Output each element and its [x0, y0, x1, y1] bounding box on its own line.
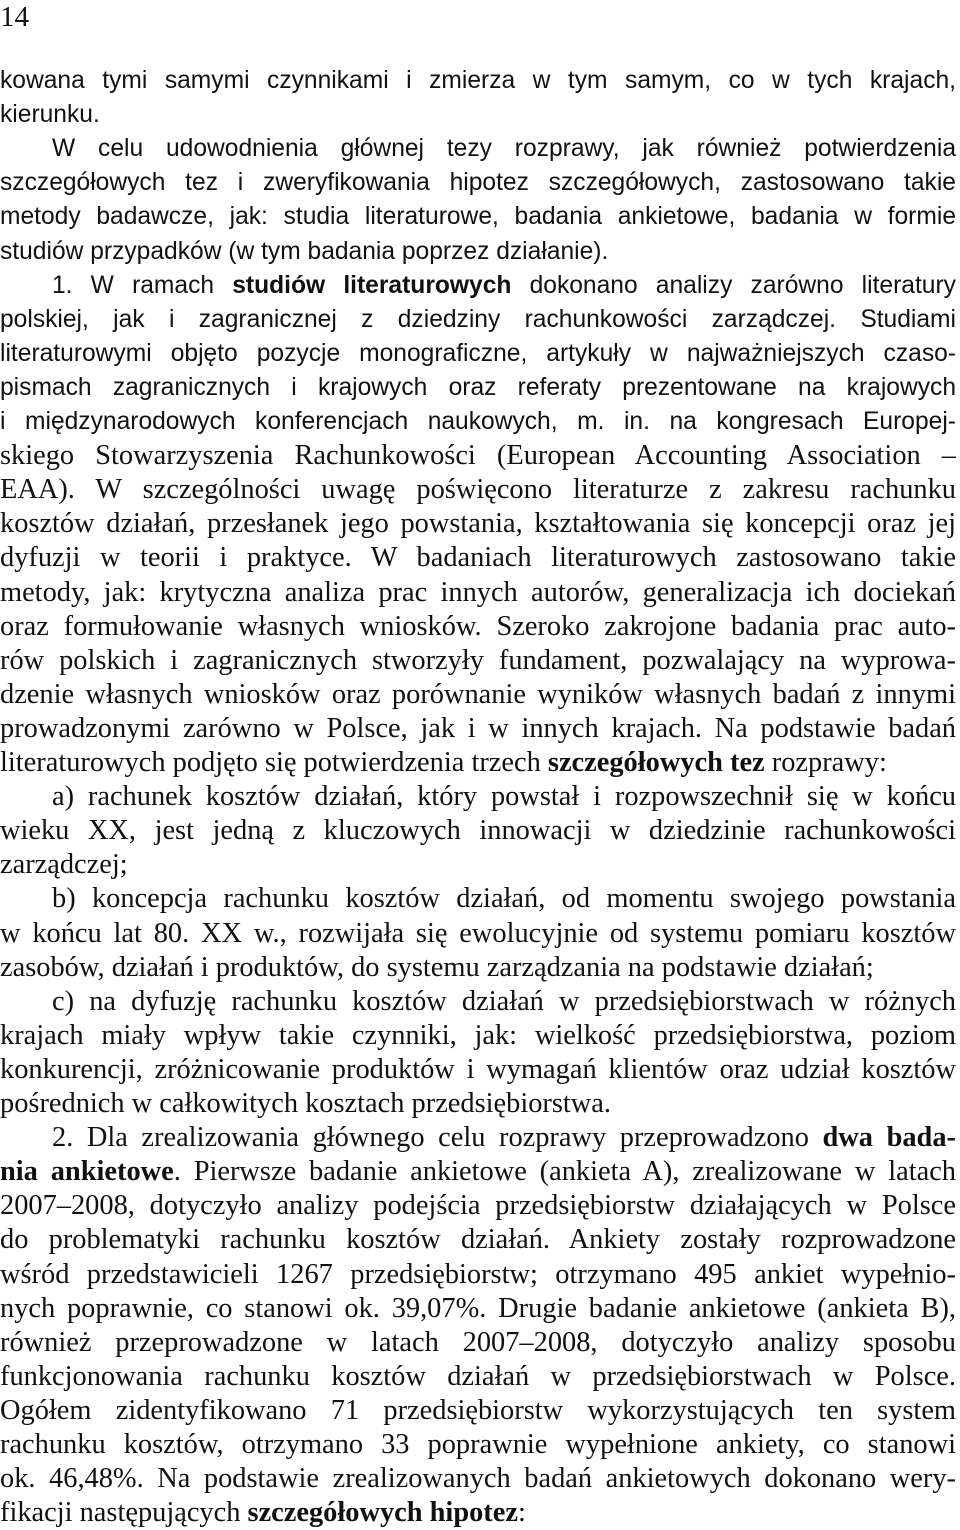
- text-run: do problematyki rachunku kosztów działań. Ankiety zostały rozprowadzone: [0, 1224, 956, 1256]
- text-run: w końcu lat 80. XX w., rozwijała się ewolucyjnie od systemu pomiaru kosztów: [0, 917, 956, 949]
- text-line: [0, 1394, 956, 1428]
- text-line: [0, 166, 956, 200]
- bold-phrase: dwa bada-: [822, 1122, 956, 1154]
- text-line: [0, 473, 956, 507]
- text-line: [0, 848, 956, 882]
- text-run: dyfuzji w teorii i praktyce. W badaniach literaturowych zastosowano takie: [0, 542, 956, 574]
- text-run: kierunku.: [0, 101, 100, 129]
- text-line: [0, 337, 956, 371]
- text-line: [52, 132, 956, 166]
- text-run: zarządczej;: [0, 849, 128, 881]
- text-run: oraz formułowanie własnych wniosków. Szeroko zakrojone badania prac auto-: [0, 610, 956, 642]
- text-run: konkurencji, zróżnicowanie produktów i wymagań klientów oraz udział kosztów: [0, 1053, 956, 1085]
- text-run: b) koncepcja rachunku kosztów działań, od momentu swojego powstania: [52, 883, 956, 915]
- text-run: 1. W ramach: [52, 271, 233, 299]
- text-run: polskiej, jak i zagranicznej z dziedziny rachunkowości zarządczej. Studiami: [0, 305, 956, 333]
- text-run: wśród przedstawicieli 1267 przedsiębiorstw; otrzymano 495 ankiet wypełnio-: [0, 1258, 956, 1290]
- text-line: [0, 541, 956, 575]
- text-run: rów polskich i zagranicznych stworzyły fundament, pozwalający na wyprowa-: [0, 644, 956, 676]
- bold-phrase: szczegółowych hipotez: [247, 1497, 518, 1529]
- text-line: [0, 200, 956, 234]
- text-run: również przeprowadzone w latach 2007–2008, dotyczyło analizy sposobu: [0, 1326, 956, 1358]
- text-line: [0, 746, 956, 780]
- text-run: literaturowymi objęto pozycje monograficzne, artykuły w najważniejszych czaso-: [0, 339, 956, 367]
- text-run: metody, jak: krytyczna analiza prac innych autorów, generalizacja ich dociekań: [0, 576, 956, 608]
- text-line: [0, 1326, 956, 1360]
- text-line: [0, 1258, 956, 1292]
- bold-phrase: nia ankietowe: [0, 1156, 174, 1188]
- text-line: [0, 235, 956, 269]
- page-number: 14: [0, 1, 29, 33]
- text-line: [0, 1087, 956, 1121]
- text-run: W celu udowodnienia głównej tezy rozprawy, jak również potwierdzenia: [52, 135, 956, 163]
- text-line: [52, 780, 956, 814]
- text-run: studiów przypadków (w tym badania poprzez działanie).: [0, 237, 609, 265]
- text-line: [0, 303, 956, 337]
- text-line: [52, 1121, 956, 1155]
- text-run: kosztów działań, przesłanek jego powstania, kształtowania się koncepcji oraz jej: [0, 508, 956, 540]
- text-line: [0, 1223, 956, 1257]
- text-run: . Pierwsze badanie ankietowe (ankieta A), zrealizowane w latach: [173, 1156, 956, 1188]
- text-line: [52, 269, 956, 303]
- text-run: rachunku kosztów, otrzymano 33 poprawnie wypełnione ankiety, co stanowi: [0, 1429, 956, 1460]
- text-line: [0, 678, 956, 712]
- text-line: [0, 405, 956, 439]
- text-line: [0, 507, 956, 541]
- text-run: 2. Dla zrealizowania głównego celu rozprawy przeprowadzono: [52, 1122, 823, 1154]
- text-run: pośrednich w całkowitych kosztach przedsiębiorstwa.: [0, 1088, 611, 1119]
- text-run: Ogółem zidentyfikowano 71 przedsiębiorstw wykorzystujących ten system: [0, 1394, 956, 1426]
- text-line: [0, 712, 956, 746]
- bold-phrase: studiów literaturowych: [232, 271, 512, 299]
- text-run: :: [517, 1497, 526, 1529]
- text-run: literaturowych podjęto się potwierdzenia trzech: [0, 747, 548, 778]
- text-line: [0, 610, 956, 644]
- text-line: [0, 64, 956, 98]
- text-line: [0, 439, 956, 473]
- text-line: [0, 1053, 956, 1087]
- text-run: rozprawy:: [764, 747, 887, 778]
- text-run: pismach zagranicznych i krajowych oraz referaty prezentowane na krajowych: [0, 373, 956, 401]
- text-run: c) na dyfuzję rachunku kosztów działań w przedsiębiorstwach w różnych: [52, 985, 956, 1017]
- text-line: [0, 98, 956, 132]
- text-run: dokonano analizy zarówno literatury: [511, 271, 956, 299]
- text-line: [0, 1189, 956, 1223]
- text-run: i międzynarodowych konferencjach naukowych, m. in. na kongresach Europej-: [0, 408, 956, 435]
- text-run: a) rachunek kosztów działań, który powstał i rozpowszechnił się w końcu: [52, 781, 956, 813]
- text-run: krajach miały wpływ takie czynniki, jak: wielkość przedsiębiorstwa, poziom: [0, 1019, 956, 1051]
- text-run: kowana tymi samymi czynnikami i zmierza w tym samym, co w tych krajach,: [0, 67, 956, 94]
- text-line: [0, 1428, 956, 1462]
- text-run: zasobów, działań i produktów, do systemu zarządzania na podstawie działań;: [0, 951, 874, 983]
- text-run: nych poprawnie, co stanowi ok. 39,07%. Drugie badanie ankietowe (ankieta B),: [0, 1292, 956, 1324]
- text-line: [0, 1292, 956, 1326]
- text-run: ok. 46,48%. Na podstawie zrealizowanych badań ankietowych dokonano wery-: [0, 1463, 956, 1495]
- text-run: metody badawcze, jak: studia literaturowe, badania ankietowe, badania w formie: [0, 203, 956, 231]
- text-run: skiego Stowarzyszenia Rachunkowości (European Accounting Association –: [0, 440, 956, 472]
- text-run: funkcjonowania rachunku kosztów działań w przedsiębiorstwach w Polsce.: [0, 1360, 956, 1392]
- text-line: [0, 917, 956, 951]
- text-run: fikacji następujących: [0, 1497, 248, 1529]
- text-line: [0, 644, 956, 678]
- text-line: [0, 371, 956, 405]
- text-run: wieku XX, jest jedną z kluczowych innowacji w dziedzinie rachunkowości: [0, 815, 956, 847]
- text-line: [0, 1360, 956, 1394]
- text-run: 2007–2008, dotyczyło analizy podejścia przedsiębiorstw działających w Polsce: [0, 1190, 956, 1222]
- text-run: EAA). W szczególności uwagę poświęcono literaturze z zakresu rachunku: [0, 474, 956, 506]
- text-line: [0, 576, 956, 610]
- text-line: [0, 1019, 956, 1053]
- text-line: [52, 985, 956, 1019]
- text-line: [0, 1155, 956, 1189]
- text-line: [0, 951, 956, 985]
- text-line: [0, 1462, 956, 1496]
- text-run: dzenie własnych wniosków oraz porównanie wyników własnych badań z innymi: [0, 678, 956, 710]
- text-run: szczegółowych tez i zweryfikowania hipotez szczegółowych, zastosowano takie: [0, 169, 956, 197]
- text-run: prowadzonymi zarówno w Polsce, jak i w innych krajach. Na podstawie badań: [0, 712, 956, 744]
- text-line: [52, 882, 956, 916]
- bold-phrase: szczegółowych tez: [547, 747, 765, 778]
- text-line: [0, 814, 956, 848]
